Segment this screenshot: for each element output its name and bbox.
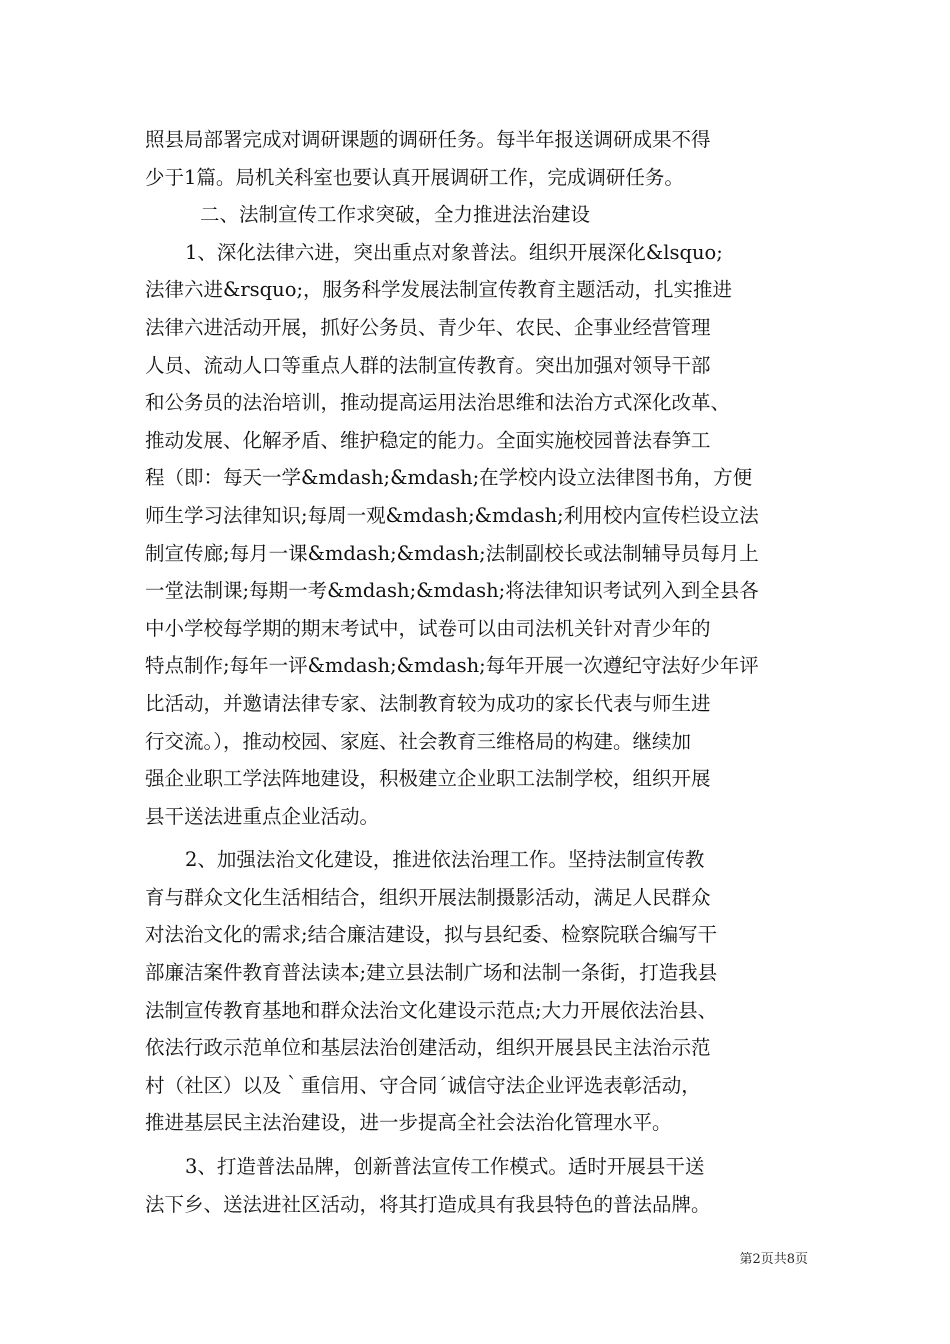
text-line: 依法行政示范单位和基层法治创建活动，组织开展县民主法治示范 <box>145 1036 711 1060</box>
text-line: 法下乡、送法进社区活动，将其打造成具有我县特色的普法品牌。 <box>145 1192 711 1216</box>
text-line: 对法治文化的需求;结合廉洁建设，拟与县纪委、检察院联合编写干 <box>145 923 718 947</box>
text-line: 推动发展、化解矛盾、维护稳定的能力。全面实施校园普法春笋工 <box>145 428 711 452</box>
text-line: 推进基层民主法治建设，进一步提高全社会法治化管理水平。 <box>145 1111 672 1135</box>
page-number: 第2页共8页 <box>739 1252 808 1267</box>
text-line: 程（即：每天一学&mdash;&mdash;在学校内设立法律图书角，方便 <box>145 466 753 490</box>
text-line: 一堂法制课;每期一考&mdash;&mdash;将法律知识考试列入到全县各 <box>145 579 759 603</box>
paragraph-start: 3、打造普法品牌，创新普法宣传工作模式。适时开展县干送 <box>185 1155 705 1179</box>
text-line: 比活动，并邀请法律专家、法制教育较为成功的家长代表与师生进 <box>145 691 711 715</box>
text-line: 和公务员的法治培训，推动提高运用法治思维和法治方式深化改革、 <box>145 391 731 415</box>
text-line: 法律六进活动开展，抓好公务员、青少年、农民、企事业经营管理 <box>145 315 711 339</box>
text-line: 县干送法进重点企业活动。 <box>145 804 380 828</box>
text-line: 中小学校每学期的期末考试中，试卷可以由司法机关针对青少年的 <box>145 616 711 640</box>
text-line: 行交流。），推动校园、家庭、社会教育三维格局的构建。继续加 <box>145 729 692 753</box>
text-line: 照县局部署完成对调研课题的调研任务。每半年报送调研成果不得 <box>145 128 711 151</box>
text-line: 部廉洁案件教育普法读本;建立县法制广场和法制一条街，打造我县 <box>145 961 718 985</box>
text-line: 少于1篇。局机关科室也要认真开展调研工作，完成调研任务。 <box>145 165 684 189</box>
paragraph-start: 2、加强法治文化建设，推进依法治理工作。坚持法制宣传教 <box>185 848 705 872</box>
text-line: 法制宣传教育基地和群众法治文化建设示范点;大力开展依法治县、 <box>145 998 718 1022</box>
text-line: 育与群众文化生活相结合，组织开展法制摄影活动，满足人民群众 <box>145 885 711 909</box>
text-line: 法律六进&rsquo;，服务科学发展法制宣传教育主题活动，扎实推进 <box>145 278 733 302</box>
text-line: 村（社区）以及｀重信用、守合同´诚信守法企业评选表彰活动， <box>145 1073 701 1097</box>
paragraph-start: 1、深化法律六进，突出重点对象普法。组织开展深化&lsquo; <box>185 240 723 264</box>
text-line: 特点制作;每年一评&mdash;&mdash;每年开展一次遵纪守法好少年评 <box>145 654 759 678</box>
text-line: 强企业职工学法阵地建设，积极建立企业职工法制学校，组织开展 <box>145 767 711 791</box>
text-line: 制宣传廊;每月一课&mdash;&mdash;法制副校长或法制辅导员每月上 <box>145 541 759 565</box>
text-line: 人员、流动人口等重点人群的法制宣传教育。突出加强对领导干部 <box>145 353 711 377</box>
document-body <box>145 121 820 1223</box>
text-line: 师生学习法律知识;每周一观&mdash;&mdash;利用校内宣传栏设立法 <box>145 503 759 527</box>
section-heading: 二、法制宣传工作求突破，全力推进法治建设 <box>200 203 591 227</box>
